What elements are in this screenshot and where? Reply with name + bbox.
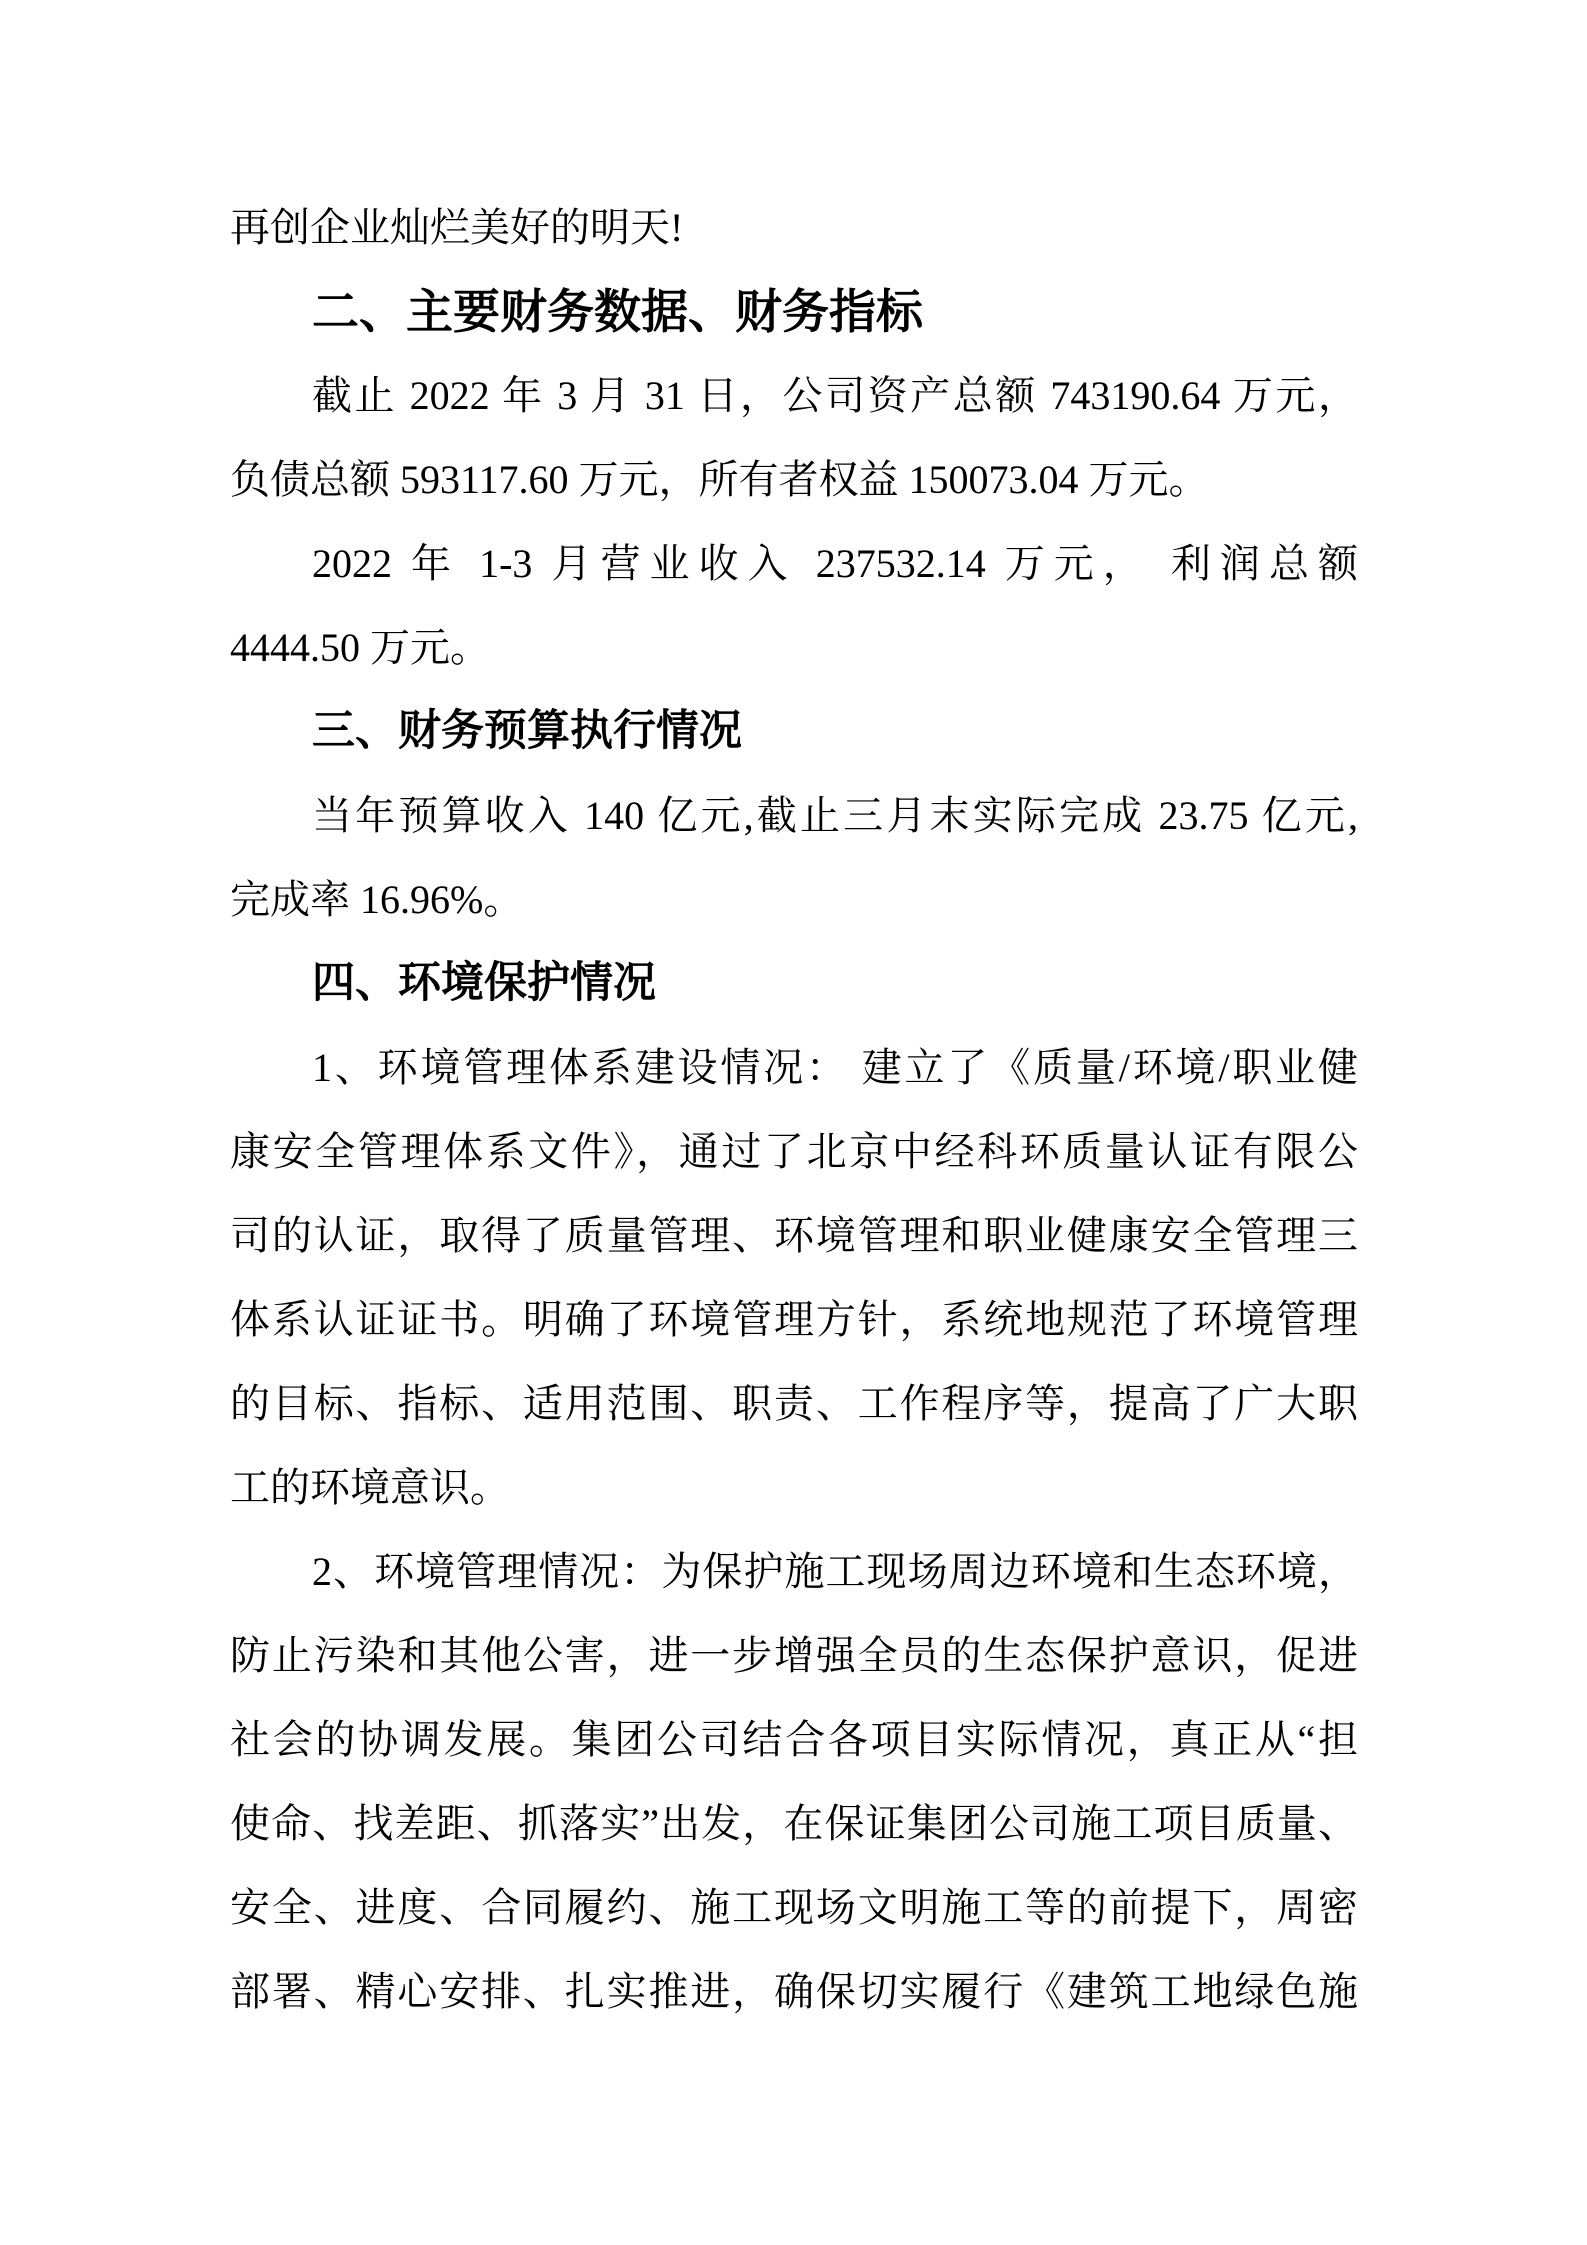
text-line: 负债总额 593117.60 万元，所有者权益 150073.04 万元。 [230, 457, 1209, 502]
section-heading: 三、财务预算执行情况 [312, 708, 742, 755]
section-heading: 四、环境保护情况 [312, 960, 656, 1007]
text-line: 安全、进度、合同履约、施工现场文明施工等的前提下，周密 [230, 1885, 1358, 1930]
text-line: 司的认证，取得了质量管理、环境管理和职业健康安全管理三 [230, 1213, 1358, 1258]
text-line: 部署、精心安排、扎实推进，确保切实履行《建筑工地绿色施 [230, 1969, 1358, 2014]
text-line: 完成率 16.96%。 [230, 877, 524, 922]
text-line: 康安全管理体系文件》，通过了北京中经科环质量认证有限公 [230, 1129, 1358, 1174]
text-line: 当年预算收入 140 亿元,截止三月末实际完成 23.75 亿元, [312, 793, 1358, 838]
text-line: 工的环境意识。 [230, 1465, 510, 1510]
text-line: 2022 年 1-3 月营业收入 237532.14 万元， 利润总额 [312, 541, 1358, 586]
text-line: 截止 2022 年 3 月 31 日，公司资产总额 743190.64 万元， [312, 373, 1358, 418]
text-line: 使命、找差距、抓落实”出发，在保证集团公司施工项目质量、 [230, 1801, 1358, 1846]
text-line: 的目标、指标、适用范围、职责、工作程序等，提高了广大职 [230, 1381, 1358, 1426]
document-body [230, 186, 1358, 2034]
text-line: 社会的协调发展。集团公司结合各项目实际情况，真正从“担 [230, 1717, 1358, 1762]
text-line: 2、环境管理情况：为保护施工现场周边环境和生态环境， [312, 1549, 1358, 1594]
text-line: 1、环境管理体系建设情况： 建立了《质量/环境/职业健 [312, 1045, 1358, 1090]
text-line: 体系认证证书。明确了环境管理方针，系统地规范了环境管理 [230, 1297, 1358, 1342]
text-line: 防止污染和其他公害，进一步增强全员的生态保护意识，促进 [230, 1633, 1358, 1678]
text-line: 再创企业灿烂美好的明天! [230, 205, 684, 250]
text-line: 4444.50 万元。 [230, 625, 490, 670]
section-heading: 二、主要财务数据、财务指标 [312, 285, 923, 338]
